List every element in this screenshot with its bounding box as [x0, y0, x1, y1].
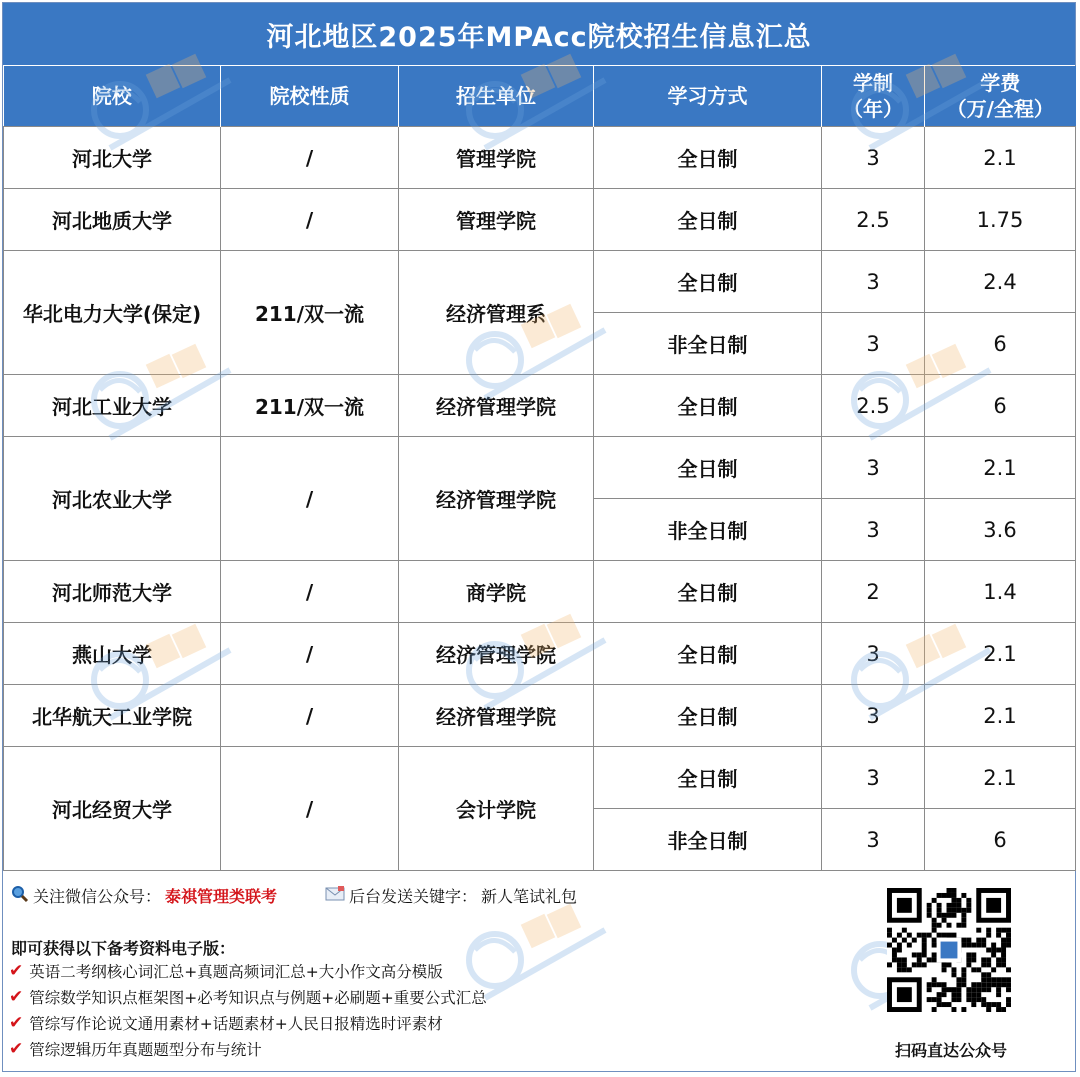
mode-cell: 非全日制 — [594, 809, 822, 871]
nature-cell: / — [221, 623, 399, 685]
mode-cell: 全日制 — [594, 189, 822, 251]
fee-cell: 1.75 — [925, 189, 1076, 251]
duration-cell: 2.5 — [822, 375, 925, 437]
duration-cell: 2.5 — [822, 189, 925, 251]
unit-cell: 商学院 — [399, 561, 594, 623]
qr-caption: 扫码直达公众号 — [894, 1041, 1007, 1060]
nature-cell: / — [221, 189, 399, 251]
check-icon: ✔ — [9, 961, 24, 981]
table-row — [4, 251, 1076, 313]
material-item — [9, 1012, 443, 1034]
table-row — [4, 127, 1076, 189]
school-cell: 河北农业大学 — [4, 437, 221, 561]
table-row — [4, 685, 1076, 747]
follow-line — [11, 884, 277, 907]
header-school: 院校 — [4, 66, 221, 127]
magnifier-icon — [11, 885, 29, 907]
duration-cell: 3 — [822, 623, 925, 685]
follow-account: 泰祺管理类联考 — [165, 887, 278, 906]
material-item — [9, 986, 487, 1008]
mode-cell: 全日制 — [594, 127, 822, 189]
mode-cell: 全日制 — [594, 623, 822, 685]
material-item — [9, 960, 443, 982]
check-icon: ✔ — [9, 987, 24, 1007]
fee-cell: 3.6 — [925, 499, 1076, 561]
mode-cell: 全日制 — [594, 251, 822, 313]
material-item — [9, 1038, 262, 1060]
school-cell: 河北师范大学 — [4, 561, 221, 623]
mode-cell: 全日制 — [594, 561, 822, 623]
qr-code-icon[interactable] — [887, 888, 1011, 1012]
fee-cell: 2.1 — [925, 685, 1076, 747]
nature-cell: / — [221, 685, 399, 747]
mode-cell: 全日制 — [594, 747, 822, 809]
duration-cell: 3 — [822, 685, 925, 747]
fee-cell: 2.4 — [925, 251, 1076, 313]
header-nature: 院校性质 — [221, 66, 399, 127]
table-header-row — [4, 66, 1076, 127]
fee-cell: 6 — [925, 809, 1076, 871]
table-row — [4, 561, 1076, 623]
footer-panel — [3, 868, 1075, 1071]
school-cell: 河北地质大学 — [4, 189, 221, 251]
check-icon: ✔ — [9, 1039, 24, 1059]
duration-cell: 3 — [822, 809, 925, 871]
header-duration: 学制 （年） — [822, 66, 925, 127]
check-icon: ✔ — [9, 1013, 24, 1033]
fee-cell: 2.1 — [925, 437, 1076, 499]
fee-cell: 6 — [925, 375, 1076, 437]
mode-cell: 全日制 — [594, 437, 822, 499]
table-row — [4, 189, 1076, 251]
duration-cell: 3 — [822, 127, 925, 189]
unit-cell: 经济管理学院 — [399, 437, 594, 561]
nature-cell: 211/双一流 — [221, 251, 399, 375]
unit-cell: 经济管理学院 — [399, 375, 594, 437]
send-label: 后台发送关键字： — [349, 887, 478, 906]
info-table — [3, 66, 1076, 871]
duration-cell: 3 — [822, 437, 925, 499]
nature-cell: / — [221, 561, 399, 623]
mode-cell: 全日制 — [594, 685, 822, 747]
school-cell: 北华航天工业学院 — [4, 685, 221, 747]
school-cell: 河北大学 — [4, 127, 221, 189]
table-row — [4, 375, 1076, 437]
material-item-text: 管综逻辑历年真题题型分布与统计 — [29, 1041, 262, 1059]
material-item-text: 英语二考纲核心词汇总+真题高频词汇总+大小作文高分模版 — [29, 963, 443, 981]
header-fee: 学费 （万/全程） — [925, 66, 1076, 127]
follow-label: 关注微信公众号： — [33, 887, 162, 906]
unit-cell: 经济管理系 — [399, 251, 594, 375]
school-cell: 华北电力大学(保定) — [4, 251, 221, 375]
header-mode: 学习方式 — [594, 66, 822, 127]
school-cell: 燕山大学 — [4, 623, 221, 685]
table-row — [4, 437, 1076, 499]
unit-cell: 管理学院 — [399, 189, 594, 251]
nature-cell: / — [221, 747, 399, 871]
duration-cell: 3 — [822, 251, 925, 313]
send-keyword: 新人笔试礼包 — [481, 887, 578, 906]
duration-cell: 3 — [822, 313, 925, 375]
fee-cell: 1.4 — [925, 561, 1076, 623]
header-unit: 招生单位 — [399, 66, 594, 127]
school-cell: 河北经贸大学 — [4, 747, 221, 871]
fee-cell: 6 — [925, 313, 1076, 375]
table-body — [4, 127, 1076, 871]
fee-cell: 2.1 — [925, 127, 1076, 189]
duration-cell: 2 — [822, 561, 925, 623]
unit-cell: 经济管理学院 — [399, 623, 594, 685]
send-line — [325, 884, 577, 907]
material-item-text: 管综数学知识点框架图+必考知识点与例题+必刷题+重要公式汇总 — [29, 989, 487, 1007]
fee-cell: 2.1 — [925, 747, 1076, 809]
nature-cell: / — [221, 127, 399, 189]
mode-cell: 非全日制 — [594, 499, 822, 561]
duration-cell: 3 — [822, 499, 925, 561]
fee-cell: 2.1 — [925, 623, 1076, 685]
mail-icon — [325, 886, 345, 906]
table-row — [4, 623, 1076, 685]
mode-cell: 全日制 — [594, 375, 822, 437]
materials-intro: 即可获得以下备考资料电子版： — [11, 939, 236, 958]
duration-cell: 3 — [822, 747, 925, 809]
unit-cell: 会计学院 — [399, 747, 594, 871]
page-title: 河北地区2025年MPAcc院校招生信息汇总 — [3, 3, 1075, 65]
table-row — [4, 747, 1076, 809]
nature-cell: / — [221, 437, 399, 561]
school-cell: 河北工业大学 — [4, 375, 221, 437]
unit-cell: 管理学院 — [399, 127, 594, 189]
unit-cell: 经济管理学院 — [399, 685, 594, 747]
nature-cell: 211/双一流 — [221, 375, 399, 437]
material-item-text: 管综写作论说文通用素材+话题素材+人民日报精选时评素材 — [29, 1015, 443, 1033]
mode-cell: 非全日制 — [594, 313, 822, 375]
